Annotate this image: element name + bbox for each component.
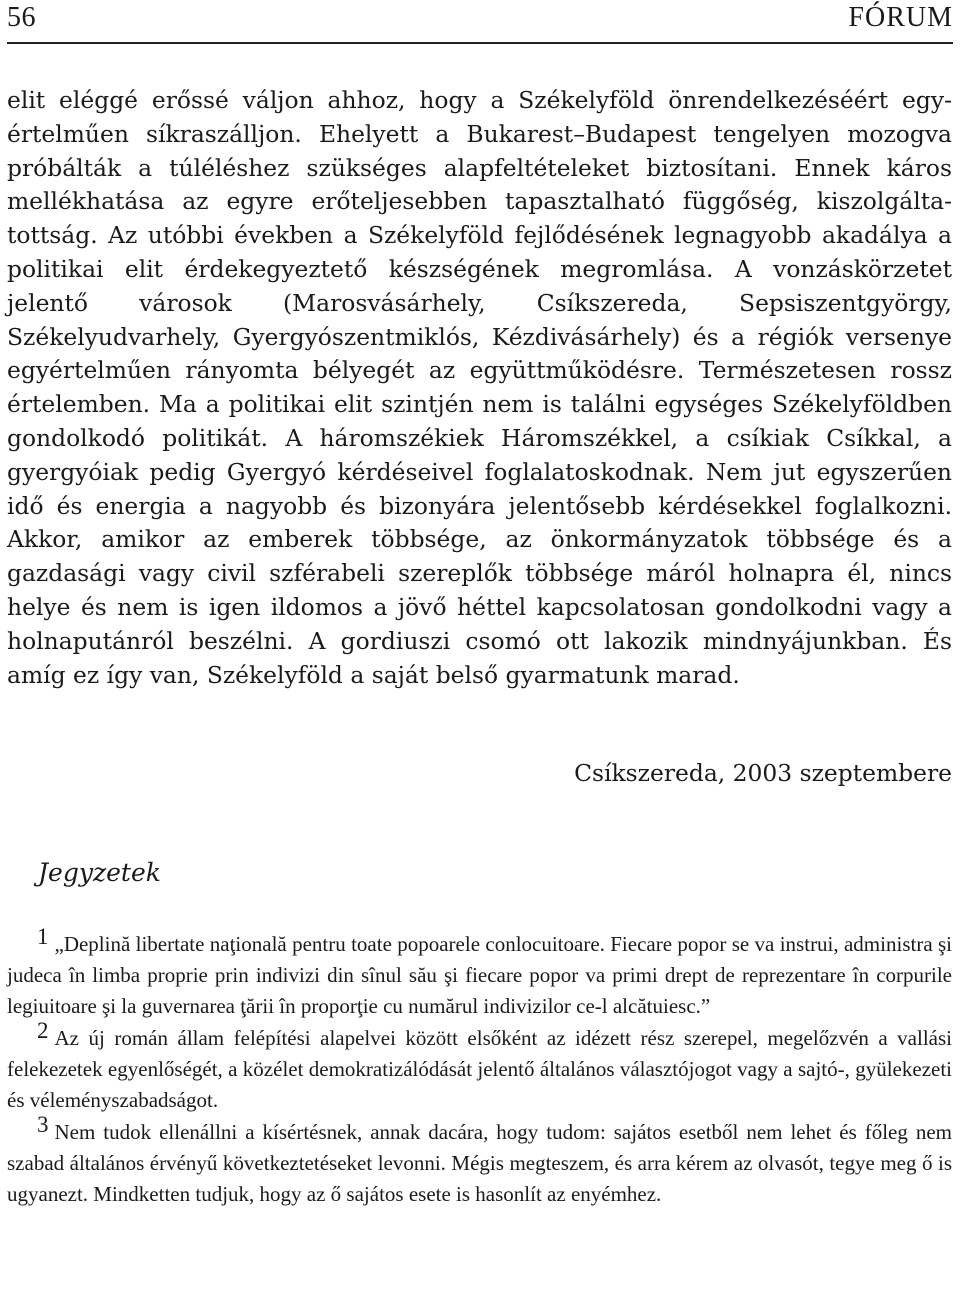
footnote-number: 3 [37,1112,49,1137]
footnote-text: Az új román állam felépítési alapelvei között elsőként az idézett rész szerepel, megelőzvén a vallási felekezetek egyenlőségét, a közélet demokratizálódását jelentő általános választójogot vagy a sajtó-, gyülekezeti és véleményszabadságot. [7,1026,952,1112]
footnote-text: Nem tudok ellenállni a kísértésnek, annak dacára, hogy tudom: sajátos esetből nem lehet és főleg nem szabad általános érvényű következtetéseket levonni. Mégis megteszem, és arra kérem az olvasót, tegye meg ő is ugyanezt. Mindketten tudjuk, hogy az ő sajátos esete is hasonlít az enyémhez. [7,1120,952,1206]
page-number: 56 [7,2,36,33]
footnote [7,924,952,1022]
footnote-text: „Deplină libertate naţională pentru toate popoarele conlocuitoare. Fiecare popor se va instrui, administra şi judeca în limba proprie prin indivizi din sînul său şi fiecare popor va primi drept de reprezentare în corpurile legiuitoare şi la guvernarea ţării în proporţie cu numărul indivizilor ce-l alcătuiesc.” [7,932,952,1018]
running-head: FÓRUM [848,2,953,33]
footnotes [7,924,952,1210]
footnote-number: 1 [37,924,49,949]
footnote-number: 2 [37,1018,49,1043]
footnote [7,1018,952,1116]
notes-heading: Jegyzetek [38,858,161,887]
footnote [7,1112,952,1210]
body-paragraph: elit eléggé erőssé váljon ahhoz, hogy a Székelyföld önrendelkezéséért egyértelműen síkraszálljon. Ehelyett a Bukarest–Budapest tengelyen mozogva próbálták a túléléshez szükséges alapfeltételeket biztosítani. Ennek káros mellékhatása az egyre erőteljesebben tapasztalható függőség, kiszolgáltatottság. Az utóbbi években a Székelyföld fejlődésének legnagyobb akadálya a politikai elit érdekegyeztető készségének megromlása. A vonzáskörzetet jelentő városok (Marosvásárhely, Csíkszereda, Sepsiszentgyörgy, Székelyudvarhely, Gyergyószentmiklós, Kézdivásárhely) és a régiók versenye egyértelműen rányomta bélyegét az együttműködésre. Természetesen rossz értelemben. Ma a politikai elit szintjén nem is találni egységes Székelyföldben gondolkodó politikát. A háromszékiek Háromszékkel, a csíkiak Csíkkal, a gyergyóiak pedig Gyergyó kérdéseivel foglalatoskodnak. Nem jut egyszerűen idő és energia a nagyobb és bizonyára jelentősebb kérdésekkel foglalkozni. Akkor, amikor az emberek többsége, az önkormányzatok többsége és a gazdasági vagy civil szférabeli szereplők többsége máról holnapra él, nincs helye és nem is igen ildomos a jövő héttel kapcsolatosan gondolkodni vagy a holnaputánról beszélni. A gordiuszi csomó ott lakozik mindnyájunkban. És amíg ez így van, Székelyföld a saját belső gyarmatunk marad. [7,86,952,689]
place-date-signature: Csíkszereda, 2003 szeptembere [574,759,952,787]
page-header [7,0,953,44]
